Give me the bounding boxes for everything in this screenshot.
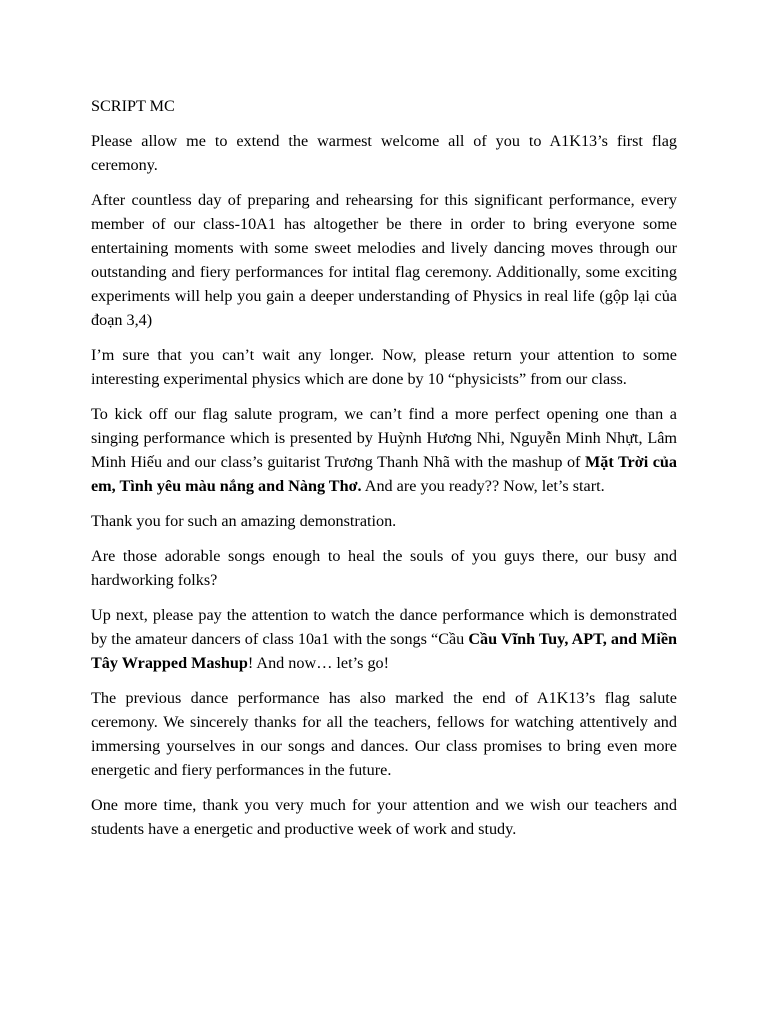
paragraph-welcome: Please allow me to extend the warmest welcome all of you to A1K13’s first flag ceremony. (91, 132, 677, 174)
paragraph-text: Up next, please pay the attention to watch the dance performance which is demonstrated by the amateur dancers of class 10a1 with the songs “Cầu (91, 606, 677, 648)
paragraph-dance-performance (91, 603, 677, 675)
paragraph-singing-performance (91, 402, 677, 498)
paragraph-text: And are you ready?? Now, let’s start. (361, 477, 605, 495)
dance-mashup-title: Cầu Vĩnh Tuy, APT, and Miền Tây Wrapped Mashup (91, 630, 678, 672)
paragraph-final-thanks: One more time, thank you very much for your attention and we wish our teachers and students have a energetic and productive week of work and study. (91, 796, 677, 838)
paragraph-text: ! And now… let’s go! (247, 654, 390, 672)
paragraph-physics-experiments: I’m sure that you can’t wait any longer. Now, please return your attention to some interesting experimental physics which are done by 10 “physicists” from our class. (91, 346, 677, 388)
paragraph-adorable-songs: Are those adorable songs enough to heal the souls of you guys there, our busy and hardworking folks? (91, 547, 677, 589)
paragraph-text: To kick off our flag salute program, we can’t find a more perfect opening one than a singing performance which is presented by Huỳnh Hương Nhi, Nguyễn Minh Nhựt, Lâm Minh Hiếu and our class’s guitarist Trương Thanh Nhã with the mashup of (91, 405, 677, 471)
song-mashup-title: Mặt Trời của em, Tình yêu màu nắng and Nàng Thơ. (91, 453, 678, 495)
document-page (91, 94, 677, 852)
paragraph-thanks: Thank you for such an amazing demonstration. (91, 512, 397, 530)
document-title: SCRIPT MC (91, 97, 175, 115)
paragraph-introduction: After countless day of preparing and rehearsing for this significant performance, every member of our class-10A1 has altogether be there in order to bring everyone some entertaining moments with some sweet melodies and lively dancing moves through our outstanding and fiery performances for intital flag ceremony. Additionally, some exciting experiments will help you gain a deeper understanding of Physics in real life (gộp lại của đoạn 3,4) (91, 191, 677, 329)
paragraph-closing: The previous dance performance has also marked the end of A1K13’s flag salute ceremony. We sincerely thanks for all the teachers, fellows for watching attentively and immersing yourselves in our songs and dances. Our class promises to bring even more energetic and fiery performances in the future. (91, 689, 677, 779)
